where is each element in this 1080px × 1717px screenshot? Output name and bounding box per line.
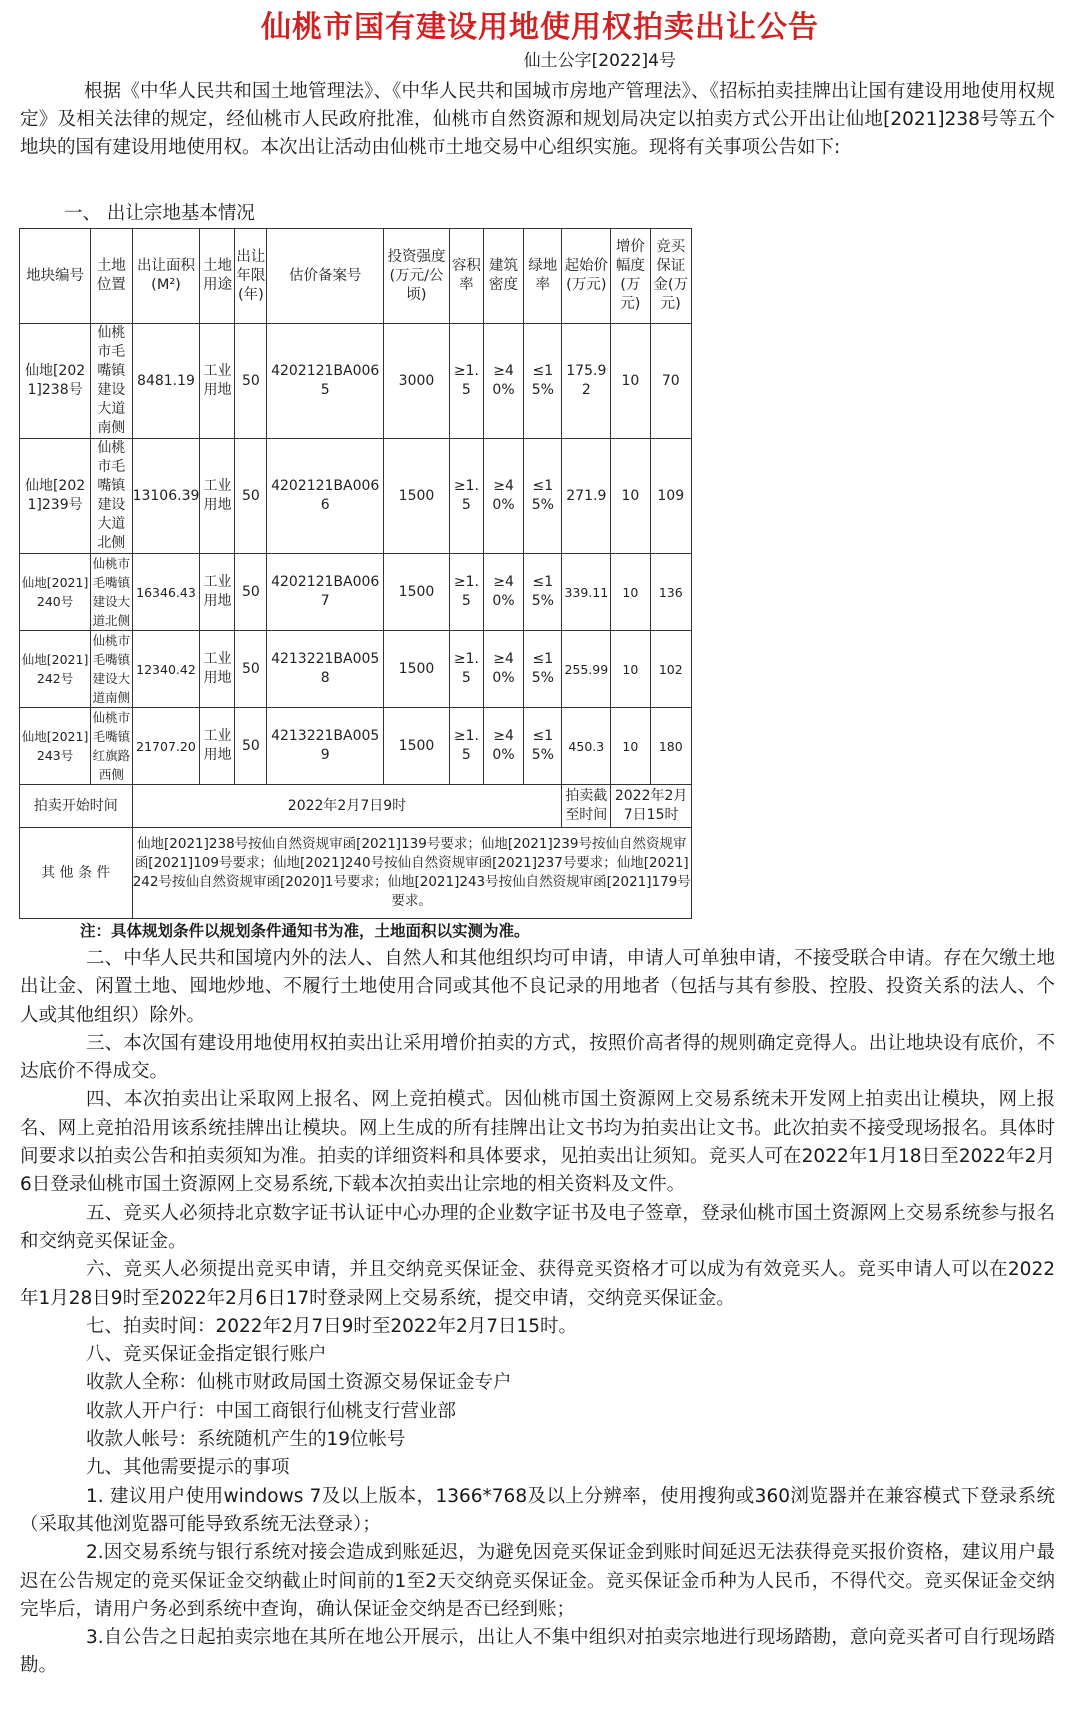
table-row	[20, 631, 692, 708]
other-conditions-label: 其 他 条 件	[20, 828, 133, 919]
paragraph: 五、竞买人必须持北京数字证书认证中心办理的企业数字证书及电子签章，登录仙桃市国土资源网上交易系统参与报名和交纳竞买保证金。	[20, 1202, 1055, 1252]
header-cell: 建筑密度	[483, 229, 523, 324]
table-cell: ≥40%	[483, 439, 523, 554]
table-cell: 仙地[2021]239号	[20, 439, 91, 554]
paragraph: 七、拍卖时间：2022年2月7日9时至2022年2月7日15时。	[86, 1315, 578, 1337]
table-cell: ≥40%	[483, 324, 523, 439]
other-conditions-row	[20, 828, 692, 919]
table-cell: ≤15%	[524, 554, 562, 631]
table-cell: 工业用地	[200, 631, 235, 708]
paragraph: 四、本次拍卖出让采取网上报名、网上竞拍模式。因仙桃市国土资源网上交易系统未开发网上拍卖出让模块，网上报名、网上竞拍沿用该系统挂牌出让模块。网上生成的所有挂牌出让文书均为拍卖出让文书。此次拍卖不接受现场报名。具体时间要求以拍卖公告和拍卖须知为准。拍卖的详细资料和具体要求，见拍卖出让须知。竞买人可在2022年1月18日至2022年2月6日登录仙桃市国土资源网上交易系统,下载本次拍卖出让宗地的相关资料及文件。	[20, 1089, 1055, 1196]
table-cell: ≥1.5	[449, 439, 483, 554]
table-cell: 175.92	[562, 324, 611, 439]
table-cell: ≥1.5	[449, 631, 483, 708]
table-cell: ≥1.5	[449, 324, 483, 439]
table-cell: 1500	[384, 708, 450, 785]
paragraph: 二、中华人民共和国境内外的法人、自然人和其他组织均可申请，申请人可单独申请，不接受联合申请。存在欠缴土地出让金、闲置土地、囤地炒地、不履行土地使用合同或其他不良记录的用地者（包括与其有参股、控股、投资关系的法人、个人或其他组织）除外。	[20, 948, 1055, 1026]
table-cell: 仙桃市毛嘴镇建设大道南侧	[91, 631, 132, 708]
table-cell: 工业用地	[200, 554, 235, 631]
paragraph: 3.自公告之日起拍卖宗地在其所在地公开展示，出让人不集中组织对拍卖宗地进行现场踏勘，意向竞买者可自行现场踏勘。	[20, 1627, 1055, 1677]
paragraph: 收款人开户行：中国工商银行仙桃支行营业部	[86, 1400, 457, 1422]
table-cell: 4202121BA0067	[267, 554, 384, 631]
table-cell: ≤15%	[524, 324, 562, 439]
end-time-label: 拍卖截至时间	[562, 785, 611, 828]
table-cell: 仙桃市毛嘴镇建设大道北侧	[91, 439, 132, 554]
table-cell: ≥40%	[483, 708, 523, 785]
table-row	[20, 554, 692, 631]
table-cell: 仙地[2021]242号	[20, 631, 91, 708]
table-cell: 13106.39	[132, 439, 200, 554]
table-cell: 102	[650, 631, 692, 708]
header-cell: 地块编号	[20, 229, 91, 324]
table-cell: 仙桃市毛嘴镇建设大道北侧	[91, 554, 132, 631]
table-cell: 工业用地	[200, 324, 235, 439]
auction-time-row	[20, 785, 692, 828]
table-row	[20, 708, 692, 785]
table-cell: 3000	[384, 324, 450, 439]
header-cell: 出让年限(年)	[235, 229, 267, 324]
table-cell: 10	[611, 554, 650, 631]
paragraph: 收款人全称：仙桃市财政局国土资源交易保证金专户	[86, 1372, 512, 1394]
table-cell: 21707.20	[132, 708, 200, 785]
table-cell: 4213221BA0058	[267, 631, 384, 708]
table-cell: 271.9	[562, 439, 611, 554]
table-cell: 50	[235, 631, 267, 708]
table-cell: 50	[235, 554, 267, 631]
table-cell: 8481.19	[132, 324, 200, 439]
header-cell: 投资强度(万元/公顷)	[384, 229, 450, 324]
table-cell: 4213221BA0059	[267, 708, 384, 785]
table-cell: 1500	[384, 631, 450, 708]
table-row	[20, 439, 692, 554]
table-cell: 仙地[2021]243号	[20, 708, 91, 785]
land-parcel-table	[19, 228, 692, 919]
table-cell: 4202121BA0065	[267, 324, 384, 439]
table-cell: 255.99	[562, 631, 611, 708]
table-cell: 12340.42	[132, 631, 200, 708]
paragraph: 八、竞买保证金指定银行账户	[86, 1344, 327, 1366]
table-cell: 仙地[2021]240号	[20, 554, 91, 631]
section1-title: 一、 出让宗地基本情况	[64, 203, 255, 224]
table-cell: ≤15%	[524, 439, 562, 554]
table-cell: 仙地[2021]238号	[20, 324, 91, 439]
table-cell: 70	[650, 324, 692, 439]
table-cell: 10	[611, 631, 650, 708]
announcement-body	[20, 945, 1055, 1681]
table-cell: ≤15%	[524, 631, 562, 708]
table-cell: 10	[611, 708, 650, 785]
start-time-label: 拍卖开始时间	[20, 785, 133, 828]
header-cell: 增价幅度(万元)	[611, 229, 650, 324]
table-row	[20, 324, 692, 439]
paragraph: 1. 建议用户使用windows 7及以上版本，1366*768及以上分辨率，使用搜狗或360浏览器并在兼容模式下登录系统（采取其他浏览器可能导致系统无法登录）；	[20, 1485, 1055, 1535]
table-cell: 4202121BA0066	[267, 439, 384, 554]
header-cell: 起始价(万元)	[562, 229, 611, 324]
table-cell: 450.3	[562, 708, 611, 785]
table-header-row	[20, 229, 692, 324]
header-cell: 土地用途	[200, 229, 235, 324]
table-cell: 1500	[384, 554, 450, 631]
table-cell: ≥40%	[483, 631, 523, 708]
table-cell: ≥40%	[483, 554, 523, 631]
table-cell: 16346.43	[132, 554, 200, 631]
header-cell: 土地位置	[91, 229, 132, 324]
table-cell: 180	[650, 708, 692, 785]
table-cell: 136	[650, 554, 692, 631]
table-cell: 339.11	[562, 554, 611, 631]
table-cell: ≥1.5	[449, 554, 483, 631]
header-cell: 容积率	[449, 229, 483, 324]
paragraph: 2.因交易系统与银行系统对接会造成到账延迟，为避免因竞买保证金到账时间延迟无法获得竞买报价资格，建议用户最迟在公告规定的竞买保证金交纳截止时间前的1至2天交纳竞买保证金。竞买保证金币种为人民币，不得代交。竞买保证金交纳完毕后，请用户务必到系统中查询，确认保证金交纳是否已经到账；	[20, 1542, 1055, 1620]
table-cell: 1500	[384, 439, 450, 554]
table-note: 注：具体规划条件以规划条件通知书为准，土地面积以实测为准。	[80, 922, 530, 940]
table-cell: 50	[235, 324, 267, 439]
table-cell: 工业用地	[200, 439, 235, 554]
table-cell: ≥1.5	[449, 708, 483, 785]
header-cell: 竞买保证金(万元)	[650, 229, 692, 324]
table-cell: 10	[611, 324, 650, 439]
paragraph: 六、竞买人必须提出竞买申请，并且交纳竞买保证金、获得竞买资格才可以成为有效竞买人。竞买申请人可以在2022年1月28日9时至2022年2月6日17时登录网上交易系统，提交申请，交纳竞买保证金。	[20, 1259, 1055, 1309]
table-cell: 50	[235, 439, 267, 554]
table-cell: ≤15%	[524, 708, 562, 785]
table-cell: 仙桃市毛嘴镇建设大道南侧	[91, 324, 132, 439]
table-cell: 50	[235, 708, 267, 785]
other-conditions-text: 仙地[2021]238号按仙自然资规审函[2021]139号要求；仙地[2021]239号按仙自然资规审函[2021]109号要求；仙地[2021]240号按仙自然资规审函[2021]237号要求；仙地[2021]242号按仙自然资规审函[2020]1号要求；仙地[2021]243号按仙自然资规审函[2021]179号要求。	[132, 828, 691, 919]
table-cell: 109	[650, 439, 692, 554]
start-time-value: 2022年2月7日9时	[132, 785, 562, 828]
paragraph: 收款人帐号：系统随机产生的19位帐号	[86, 1429, 406, 1451]
end-time-value: 2022年2月7日15时	[611, 785, 692, 828]
table-cell: 仙桃市毛嘴镇红旗路西侧	[91, 708, 132, 785]
header-cell: 绿地率	[524, 229, 562, 324]
header-cell: 估价备案号	[267, 229, 384, 324]
table-cell: 工业用地	[200, 708, 235, 785]
document-number: 仙土公字[2022]4号	[523, 51, 676, 71]
paragraph: 三、本次国有建设用地使用权拍卖出让采用增价拍卖的方式，按照价高者得的规则确定竞得人。出让地块设有底价，不达底价不得成交。	[20, 1032, 1055, 1083]
paragraph: 九、其他需要提示的事项	[86, 1457, 290, 1479]
page-title: 仙桃市国有建设用地使用权拍卖出让公告	[261, 10, 819, 45]
header-cell: 出让面积(M²)	[132, 229, 200, 324]
intro-paragraph: 根据《中华人民共和国土地管理法》、《中华人民共和国城市房地产管理法》、《招标拍卖挂牌出让国有建设用地使用权规定》及相关法律的规定，经仙桃市人民政府批准，仙桃市自然资源和规划局决定以拍卖方式公开出让仙地[2021]238号等五个地块的国有建设用地使用权。本次出让活动由仙桃市土地交易中心组织实施。现将有关事项公告如下:	[20, 81, 1055, 158]
table-cell: 10	[611, 439, 650, 554]
